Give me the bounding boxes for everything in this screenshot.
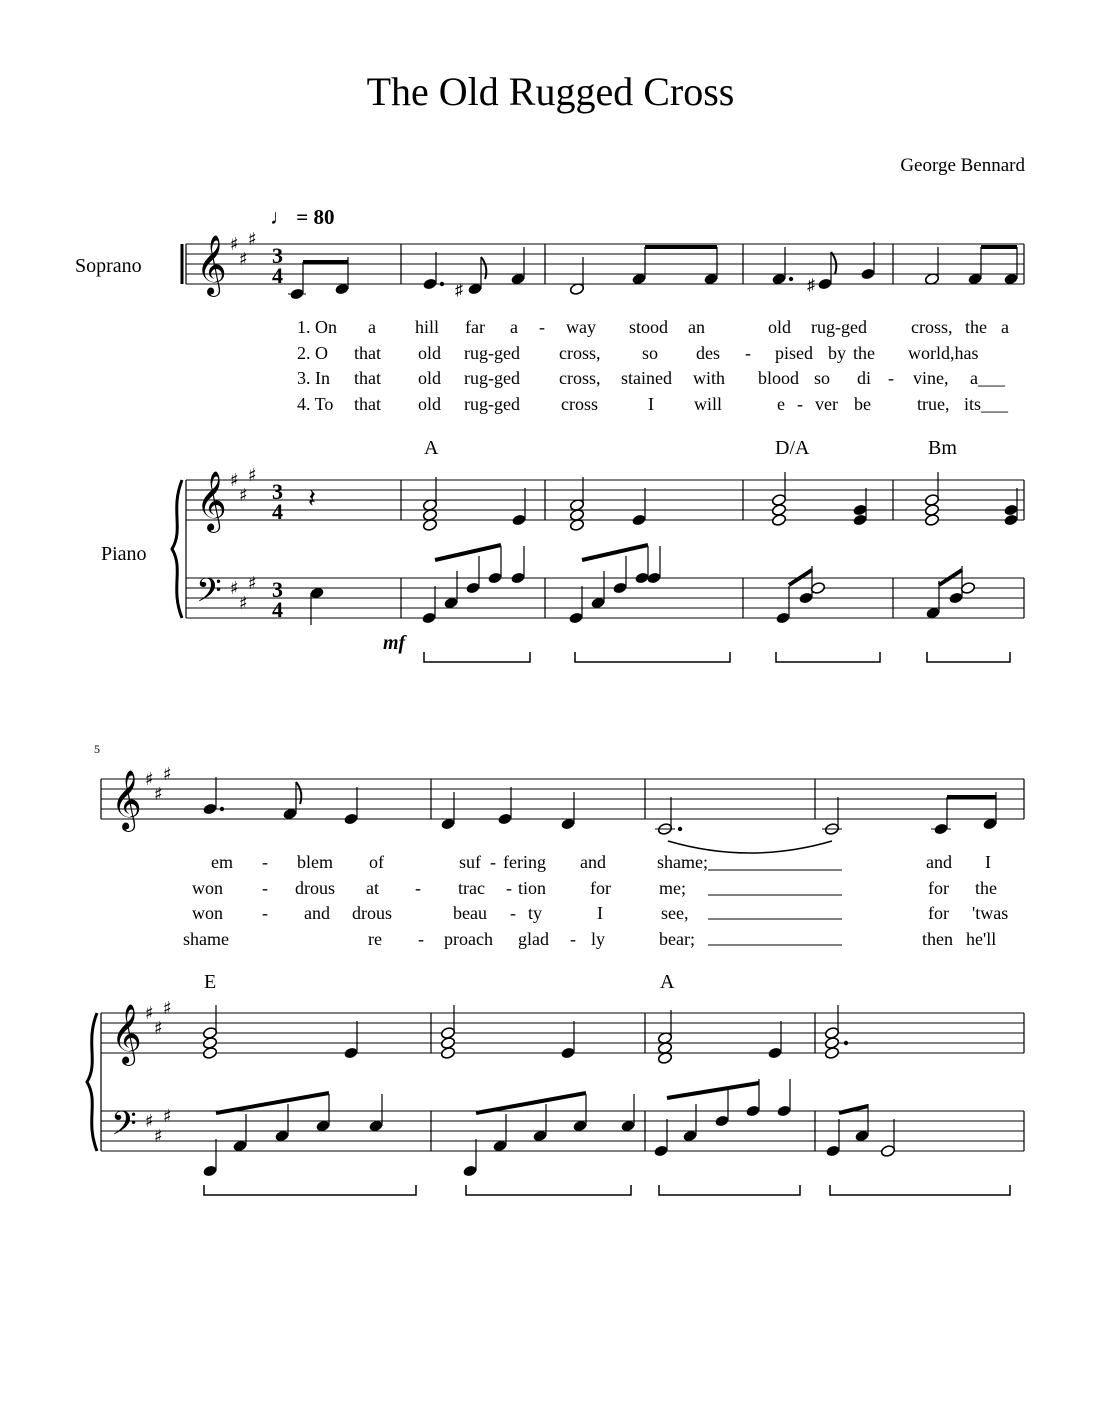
sharp-sign: ♯ — [163, 764, 172, 785]
quarter-rest: 𝄽 — [308, 484, 316, 514]
lyric-syllable: way — [566, 317, 596, 337]
lyric-syllable: its___ — [964, 394, 1009, 414]
lyric-syllable: rug-ged — [464, 368, 520, 388]
lyric-syllable: proach — [444, 929, 493, 949]
lyric-syllable: bear; — [659, 929, 695, 949]
lyric-syllable: - — [490, 852, 496, 872]
tie — [668, 841, 832, 853]
note-head — [202, 1164, 217, 1177]
pedal-bracket — [575, 652, 730, 662]
chord-symbol: A — [660, 971, 675, 993]
beam — [216, 1093, 329, 1113]
lyric-syllable: and — [926, 852, 952, 872]
lyric-syllable: - — [797, 394, 803, 414]
lyric-syllable: cross — [561, 394, 598, 414]
lyric-syllable: suf — [459, 852, 481, 872]
time-signature: 3 — [272, 479, 283, 504]
note-head — [202, 802, 217, 815]
lyric-syllable: an — [688, 317, 705, 337]
note-head — [646, 571, 661, 584]
lyric-syllable: blood — [758, 368, 800, 388]
lyric-syllable: fering — [503, 852, 546, 872]
lyric-syllable: a — [1001, 317, 1009, 337]
tempo-marking: ♩ = 80 — [270, 205, 335, 229]
note-head — [767, 1046, 782, 1059]
lyric-syllable: ver — [815, 394, 838, 414]
note-head — [612, 581, 627, 594]
lyric-syllable: 4. To — [297, 394, 334, 414]
lyric-syllable: drous — [295, 878, 335, 898]
lyric-syllable: old — [768, 317, 792, 337]
sharp-sign: ♯ — [154, 1018, 163, 1039]
lyric-syllable: ty — [528, 903, 543, 923]
note-head — [421, 611, 436, 624]
sharp-sign: ♯ — [154, 784, 163, 805]
lyric-syllable: and — [304, 903, 330, 923]
sharp-sign: ♯ — [230, 470, 239, 491]
note-head — [634, 571, 649, 584]
sharp-sign: ♯ — [154, 1126, 163, 1147]
chord-note — [824, 1026, 839, 1039]
note-head — [860, 267, 875, 280]
lyric-syllable: rug-ged — [464, 343, 520, 363]
lyric-syllable: then — [922, 929, 953, 949]
beam — [435, 545, 501, 560]
lyric-syllable: world,has — [908, 343, 979, 363]
sharp-sign: ♯ — [239, 249, 248, 270]
lyric-syllable: re — [368, 929, 382, 949]
lyric-syllable: old — [418, 368, 442, 388]
accidental-sharp: ♯ — [807, 277, 815, 294]
lyric-syllable: rug-ged — [811, 317, 867, 337]
lyric-syllable: - — [539, 317, 545, 337]
note-head — [568, 611, 583, 624]
sharp-sign: ♯ — [163, 998, 172, 1019]
sharp-sign: ♯ — [248, 573, 257, 594]
note-head — [1003, 513, 1018, 526]
note-head — [560, 1046, 575, 1059]
lyric-syllable: won — [192, 903, 223, 923]
beam — [839, 1106, 868, 1113]
note-flag — [481, 257, 486, 279]
lyric-syllable: cross, — [559, 368, 601, 388]
lyric-syllable: rug-ged — [464, 394, 520, 414]
chord-note — [771, 493, 786, 506]
lyric-syllable: 1. On — [297, 317, 337, 337]
lyric-syllable: glad — [518, 929, 549, 949]
lyric-syllable: shame; — [657, 852, 708, 872]
note-head — [511, 513, 526, 526]
note-head — [422, 277, 437, 290]
lyric-syllable: cross, — [911, 317, 953, 337]
chord-symbol: E — [204, 971, 217, 993]
lyric-syllable: - — [262, 903, 268, 923]
lyric-syllable: old — [418, 343, 442, 363]
lyric-syllable: see, — [661, 903, 689, 923]
beam — [582, 545, 648, 560]
note-head — [343, 812, 358, 825]
note-head — [880, 1144, 895, 1157]
lyric-syllable: for — [928, 878, 949, 898]
lyric-syllable: I — [648, 394, 654, 414]
lyric-syllable: a — [510, 317, 518, 337]
lyric-syllable: 2. O — [297, 343, 328, 363]
piano-brace — [172, 480, 182, 618]
lyric-syllable: for — [590, 878, 611, 898]
note-head — [776, 1104, 791, 1117]
note-head — [343, 1046, 358, 1059]
pedal-bracket — [776, 652, 880, 662]
lyric-syllable: he'll — [966, 929, 997, 949]
lyric-syllable: a — [368, 317, 376, 337]
treble-clef: 𝄞 — [111, 1004, 142, 1064]
chord-note — [924, 493, 939, 506]
lyric-syllable: shame — [183, 929, 229, 949]
lyric-syllable: old — [418, 394, 442, 414]
time-signature: 4 — [272, 499, 283, 524]
lyric-syllable: - — [262, 852, 268, 872]
treble-clef: 𝄞 — [196, 235, 227, 295]
lyric-syllable: em — [211, 852, 233, 872]
chord-symbol: Bm — [928, 437, 957, 459]
note-head — [1003, 503, 1018, 516]
pedal-bracket — [659, 1185, 800, 1195]
sharp-sign: ♯ — [230, 578, 239, 599]
lyric-syllable: - — [262, 878, 268, 898]
sharp-sign: ♯ — [239, 485, 248, 506]
dynamic-marking: mf — [383, 632, 406, 654]
lyric-syllable: - — [745, 343, 751, 363]
accidental-sharp: ♯ — [455, 282, 463, 299]
lyric-syllable: me; — [659, 878, 686, 898]
lyric-syllable: - — [506, 878, 512, 898]
lyric-syllable: that — [354, 394, 381, 414]
lyric-syllable: - — [888, 368, 894, 388]
time-signature: 4 — [272, 597, 283, 622]
note-head — [775, 611, 790, 624]
lyric-syllable: blem — [297, 852, 333, 872]
lyric-syllable: hill — [415, 317, 440, 337]
chord-note — [202, 1026, 217, 1039]
lyric-syllable: ly — [591, 929, 606, 949]
sharp-sign: ♯ — [145, 1111, 154, 1132]
lyric-syllable: - — [415, 878, 421, 898]
measure-number: 5 — [94, 742, 100, 756]
lyric-syllable: 'twas — [972, 903, 1009, 923]
pedal-bracket — [466, 1185, 631, 1195]
sharp-sign: ♯ — [230, 234, 239, 255]
lyric-syllable: that — [354, 343, 381, 363]
lyric-syllable: that — [354, 368, 381, 388]
lyric-syllable: the — [853, 343, 875, 363]
sharp-sign: ♯ — [145, 1003, 154, 1024]
lyric-syllable: tion — [518, 878, 547, 898]
lyric-syllable: 3. In — [297, 368, 330, 388]
soprano-label: Soprano — [75, 255, 142, 277]
lyric-syllable: true, — [917, 394, 950, 414]
note-head — [653, 1144, 668, 1157]
sharp-sign: ♯ — [145, 769, 154, 790]
bass-clef: 𝄢 — [111, 1105, 137, 1151]
augmentation-dot — [844, 1041, 848, 1045]
note-head — [810, 581, 825, 594]
note-head — [852, 513, 867, 526]
lyric-syllable: - — [510, 903, 516, 923]
note-head — [631, 513, 646, 526]
lyric-syllable: won — [192, 878, 223, 898]
lyric-syllable: at — [366, 878, 379, 898]
note-flag — [831, 252, 836, 274]
augmentation-dot — [440, 282, 444, 286]
note-head — [825, 1144, 840, 1157]
time-signature: 4 — [272, 263, 283, 288]
page-title: The Old Rugged Cross — [366, 69, 735, 114]
sharp-sign: ♯ — [248, 465, 257, 486]
note-head — [465, 581, 480, 594]
note-head — [487, 571, 502, 584]
lyric-syllable: with — [693, 368, 726, 388]
note-head — [510, 571, 525, 584]
lyric-syllable: by — [828, 343, 846, 363]
sharp-sign: ♯ — [163, 1106, 172, 1127]
notes — [202, 242, 1018, 1178]
lyric-syllable: - — [418, 929, 424, 949]
lyric-syllable: be — [854, 394, 871, 414]
lyric-syllable: so — [642, 343, 659, 363]
lyric-syllable: - — [570, 929, 576, 949]
chord-symbol: D/A — [775, 437, 810, 459]
time-signature: 3 — [272, 577, 283, 602]
bass-clef: 𝄢 — [196, 572, 222, 618]
lyric-syllable: trac — [458, 878, 485, 898]
note-head — [852, 503, 867, 516]
lyric-syllable: stood — [629, 317, 669, 337]
lyric-syllable: pised — [775, 343, 813, 363]
note-head — [497, 812, 512, 825]
lyric-syllable: far — [465, 317, 485, 337]
time-signature: 3 — [272, 243, 283, 268]
staff-lines — [87, 244, 1024, 1151]
lyric-syllable: so — [814, 368, 831, 388]
treble-clef: 𝄞 — [111, 770, 142, 830]
note-head — [798, 591, 813, 604]
lyric-syllable: drous — [352, 903, 392, 923]
sharp-sign: ♯ — [248, 229, 257, 250]
beam — [667, 1083, 759, 1098]
notation-extras — [204, 652, 1010, 1195]
lyric-syllable: e — [777, 394, 785, 414]
note-head — [745, 1104, 760, 1117]
note-head — [948, 591, 963, 604]
lyric-syllable: for — [928, 903, 949, 923]
lyric-syllable: a___ — [970, 368, 1005, 388]
lyric-syllable: I — [985, 852, 991, 872]
pedal-bracket — [830, 1185, 1010, 1195]
pedal-bracket — [424, 652, 530, 662]
pedal-bracket — [204, 1185, 416, 1195]
note-head — [714, 1114, 729, 1127]
lyric-syllable: will — [694, 394, 723, 414]
beam — [476, 1093, 586, 1113]
lyric-syllable: beau — [453, 903, 487, 923]
lyric-syllable: I — [597, 903, 603, 923]
note-head — [817, 277, 832, 290]
lyric-syllable: des — [696, 343, 720, 363]
pedal-bracket — [927, 652, 1010, 662]
chord-note — [440, 1026, 455, 1039]
augmentation-dot — [678, 827, 682, 831]
lyric-syllable: of — [369, 852, 384, 872]
augmentation-dot — [789, 277, 793, 281]
augmentation-dot — [220, 807, 224, 811]
lyric-syllable: the — [975, 878, 997, 898]
note-head — [462, 1164, 477, 1177]
lyric-syllable: cross, — [559, 343, 601, 363]
lyric-syllable: vine, — [913, 368, 949, 388]
note-head — [960, 581, 975, 594]
piano-label: Piano — [101, 543, 147, 565]
lyric-syllable: the — [965, 317, 987, 337]
piano-brace — [87, 1013, 97, 1151]
lyric-syllable: stained — [621, 368, 672, 388]
lyric-syllable: and — [580, 852, 606, 872]
sharp-sign: ♯ — [239, 593, 248, 614]
treble-clef: 𝄞 — [196, 471, 227, 531]
lyric-syllable: di — [857, 368, 872, 388]
note-flag — [296, 782, 301, 804]
chord-symbol: A — [424, 437, 439, 459]
composer-credit: George Bennard — [900, 155, 1025, 176]
